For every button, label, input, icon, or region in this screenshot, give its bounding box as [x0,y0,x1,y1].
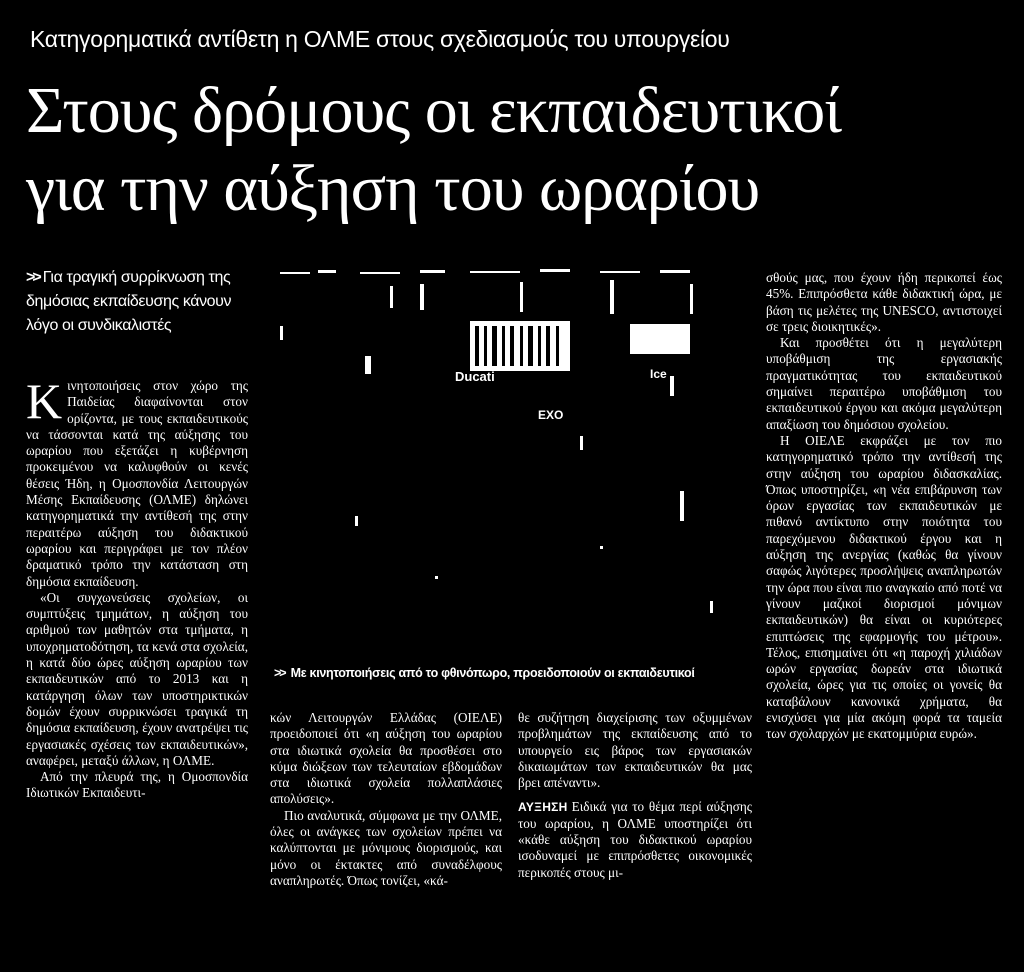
article-headline [26,72,1006,228]
article-kicker: Κατηγορηματικά αντίθετη η ΟΛΜΕ στους σχεδιασμούς του υπουργείου [30,26,730,52]
column-3-paragraph-1: θε συζήτηση διαχείρισης των οξυμμένων προβλημάτων της εκπαίδευσης από το υπουργείο εις βάρος των εργασιακών δικαιωμάτων των εκπαιδευτικών θα μας βρει απέναντι». [518,710,752,791]
column-2-paragraph-1: κών Λειτουργών Ελλάδας (ΟΙΕΛΕ) προειδοποιεί ότι «η αύξηση του ωραρίου στα ιδιωτικά σχολεία θα προσθέσει στο κύμα διώξεων των τελευταίων εβδομάδων στα ιδιωτικά σχολεία πολλαπλάσιες απολύσεις». [270,710,502,807]
column-1-paragraph-3: Από την πλευρά της, η Ομοσπονδία Ιδιωτικών Εκπαιδευτι- [26,769,248,801]
column-4-paragraph-3: Η ΟΙΕΛΕ εκφράζει με τον πιο κατηγορηματικό τρόπο την αντίθεσή της στην αύξηση του ωραρίου διδασκαλίας. Όπως υποστηρίζει, «η νέα επιβάρυνση των όρων εργασίας των εκπαιδευτικών με πιθανό αντίκτυπο στην ποιότητα του παρεχόμενου διδακτικού έργου και η αύξηση της ανεργίας (καθώς θα γίνουν σαφώς λιγότερες προσλήψεις αναπληρωτών την ώρα που είναι πιο αναγκαίο από ποτέ να γίνουν μαζικοί διορισμοί μόνιμων εκπαιδευτικών) θα είναι οι κυριότερες επιπτώσεις της εφαρμογής του μέτρου». Τέλος, επισημαίνει ότι «η παροχή χιλιάδων ωρών εργασίας δωρεάν στα ιδιωτικά σχολεία, ώρες για τις οποίες οι γονείς θα καταβάλουν κανονικά χρήματα, θα ενισχύσει για μία ακόμη φορά τα ταμεία των σχολαρχών με εκατομμύρια ευρώ». [766,432,1002,742]
column-1 [26,373,249,802]
column-4 [766,270,1002,743]
deck-marker-icon: >> [26,269,39,286]
column-2 [270,710,502,889]
deck-text: Για τραγική συρρίκνωση της δημόσιας εκπαίδευσης κάνουν λόγο οι συνδικαλιστές [26,269,232,334]
column-3 [518,710,752,881]
headline-line-2: για την αύξηση του ωραρίου [26,152,760,225]
caption-marker-icon: >> [274,666,285,680]
column-4-paragraph-2: Και προσθέτει ότι η μεγαλύτερη υποβάθμιση της εργασιακής πραγματικότητας του εκπαιδευτικού σημαίνει περαιτέρω υποβάθμιση του εκπαιδευτικού έργου και ακόμα μεγαλύτερη απαξίωση του δημόσιου σχολείου. [766,335,1002,432]
column-3-paragraph-2: ΑΥΞΗΣΗ Ειδικά για το θέμα περί αύξησης του ωραρίου, η ΟΛΜΕ υποστηρίζει ότι «κάθε αύξηση του διδακτικού ωραρίου ισοδυναμεί με επιπρόσθετες οικονομικές περικοπές στους μι- [518,799,752,880]
caption-text: Με κινητοποιήσεις από το φθινόπωρο, προειδοποιούν οι εκπαιδευτικοί [290,666,695,680]
column-1-paragraph-1: Κινητοποιήσεις στον χώρο της Παιδείας διαφαίνονται στον ορίζοντα, με τους εκπαιδευτικούς να τάσσονται κατά της αύξησης του ωραρίου που εξετάζει η κυβέρνηση προκειμένου να καλυφθούν οι κενές θέσεις Ήδη, η Ομοσπονδία Λειτουργών Μέσης Εκπαίδευσης (ΟΛΜΕ) δηλώνει κατηγορηματικά την αντίθεσή της στην περαιτέρω αύξηση του διδακτικού ωραρίου και περιγράφει με τον πλέον δραματικό τρόπο την κατάσταση στη δημόσια εκπαίδευση. [26,373,248,589]
photo-sign-mid: ΕΧΟ [538,408,564,422]
photo-sign-right: Ice [650,367,667,381]
column-1-paragraph-2: «Οι συγχωνεύσεις σχολείων, οι συμπτύξεις τμημάτων, η αύξηση του αριθμού των μαθητών στα τμήματα, η υποχρηματοδότηση, τα κενά στα σχολεία, η κατά δύο ώρες αύξηση ωραρίου των εκπαιδευτικών από το 2013 και η κατάργηση όλων των υποστηρικτικών δομών έχουν συρρικνώσει τραγικά τη δημόσια εκπαίδευση, έχουν ανατρέψει τις εργασιακές σχέσεις των εκπαιδευτικών», αναφέρει, μεταξύ άλλων, η ΟΛΜΕ. [26,589,249,768]
drop-cap: Κ [26,373,63,429]
column-4-paragraph-1: σθούς μας, που έχουν ήδη περικοπεί έως 45%. Επιπρόσθετα κάθε διδακτική ώρα, με βάση τις μελέτες της UNESCO, αντιστοιχεί σε τρεις διοικητικές». [766,270,1002,334]
column-3-subhead: ΑΥΞΗΣΗ [518,800,568,815]
news-photo [270,266,750,659]
column-2-paragraph-2: Πιο αναλυτικά, σύμφωνα με την ΟΛΜΕ, όλες οι ανάγκες των σχολείων πρέπει να καλύπτονται με μόνιμους διορισμούς, και μόνο οι έκτακτες από συναδέλφους αναπληρωτές. Όπως τονίζει, «κά- [270,807,502,888]
photo-sign-left: Ducati [455,369,495,384]
photo-caption [274,666,754,680]
article-deck [26,266,261,338]
headline-line-1: Στους δρόμους οι εκπαιδευτικοί [26,74,842,147]
protest-photo-image [270,266,750,659]
